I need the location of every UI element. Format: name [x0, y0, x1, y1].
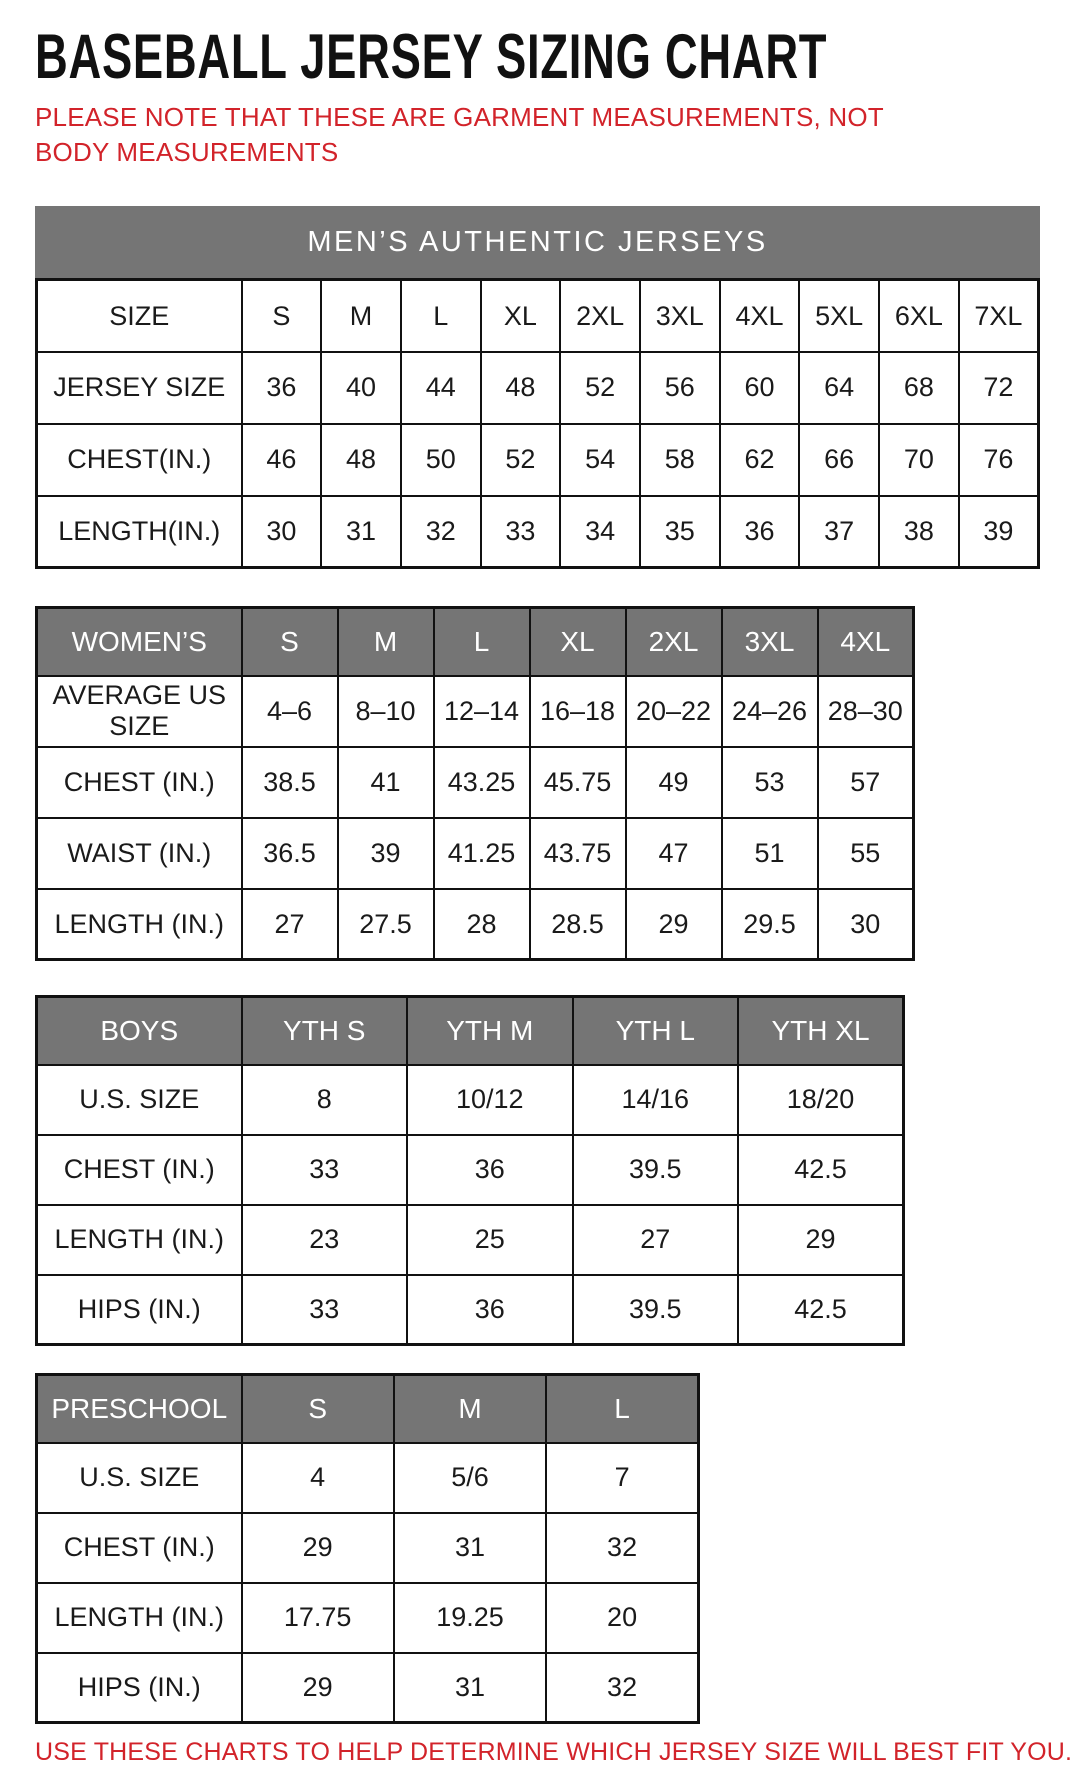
- value-cell: 36.5: [242, 818, 338, 889]
- value-cell: 33: [242, 1135, 408, 1205]
- value-cell: 14/16: [573, 1065, 739, 1135]
- value-cell: 39: [338, 818, 434, 889]
- table-row: [37, 1583, 699, 1653]
- value-cell: 48: [481, 352, 561, 424]
- value-cell: 43.75: [530, 818, 626, 889]
- row-label-cell: JERSEY SIZE: [37, 352, 242, 424]
- value-cell: 3XL: [640, 280, 720, 352]
- value-cell: 52: [560, 352, 640, 424]
- value-cell: 51: [722, 818, 818, 889]
- value-cell: 18/20: [738, 1065, 904, 1135]
- value-cell: M: [321, 280, 401, 352]
- value-cell: 10/12: [407, 1065, 573, 1135]
- womens-size-table: [35, 606, 915, 961]
- value-cell: XL: [481, 280, 561, 352]
- table-row: [37, 424, 1039, 496]
- value-cell: 20: [546, 1583, 698, 1653]
- table-row: [37, 1065, 904, 1135]
- value-cell: 4: [242, 1443, 394, 1513]
- value-cell: 29: [242, 1513, 394, 1583]
- header-cell: 4XL: [818, 608, 914, 676]
- value-cell: 29: [738, 1205, 904, 1275]
- value-cell: 30: [242, 496, 322, 568]
- value-cell: 48: [321, 424, 401, 496]
- value-cell: 29: [242, 1653, 394, 1723]
- header-row: [37, 1375, 699, 1443]
- value-cell: 53: [722, 747, 818, 818]
- value-cell: 45.75: [530, 747, 626, 818]
- header-cell: 2XL: [626, 608, 722, 676]
- value-cell: 4–6: [242, 676, 338, 747]
- value-cell: 28.5: [530, 889, 626, 960]
- value-cell: 68: [879, 352, 959, 424]
- header-row: [37, 997, 904, 1065]
- value-cell: 25: [407, 1205, 573, 1275]
- header-cell: YTH XL: [738, 997, 904, 1065]
- value-cell: 7: [546, 1443, 698, 1513]
- value-cell: 28: [434, 889, 530, 960]
- value-cell: 66: [799, 424, 879, 496]
- table-row: [37, 352, 1039, 424]
- value-cell: 70: [879, 424, 959, 496]
- mens-size-table: [35, 278, 1040, 569]
- header-cell: 3XL: [722, 608, 818, 676]
- table-row: [37, 747, 914, 818]
- value-cell: 8–10: [338, 676, 434, 747]
- row-label-cell: CHEST (IN.): [37, 747, 242, 818]
- value-cell: 31: [394, 1513, 546, 1583]
- header-cell: BOYS: [37, 997, 242, 1065]
- value-cell: 35: [640, 496, 720, 568]
- value-cell: L: [401, 280, 481, 352]
- page-title: BASEBALL JERSEY SIZING CHART: [35, 22, 828, 92]
- fit-advice-footer: USE THESE CHARTS TO HELP DETERMINE WHICH JERSEY SIZE WILL BEST FIT YOU.: [35, 1738, 1073, 1767]
- header-cell: YTH M: [407, 997, 573, 1065]
- value-cell: 49: [626, 747, 722, 818]
- row-label-cell: HIPS (IN.): [37, 1275, 242, 1345]
- table-row: [37, 280, 1039, 352]
- value-cell: 46: [242, 424, 322, 496]
- value-cell: 44: [401, 352, 481, 424]
- table-row: [37, 496, 1039, 568]
- value-cell: 36: [242, 352, 322, 424]
- value-cell: 17.75: [242, 1583, 394, 1653]
- value-cell: 30: [818, 889, 914, 960]
- header-cell: L: [546, 1375, 698, 1443]
- header-cell: PRESCHOOL: [37, 1375, 242, 1443]
- row-label-cell: CHEST (IN.): [37, 1513, 242, 1583]
- header-cell: YTH L: [573, 997, 739, 1065]
- header-cell: S: [242, 1375, 394, 1443]
- value-cell: 36: [407, 1135, 573, 1205]
- value-cell: 55: [818, 818, 914, 889]
- value-cell: 38.5: [242, 747, 338, 818]
- value-cell: 42.5: [738, 1275, 904, 1345]
- value-cell: 28–30: [818, 676, 914, 747]
- value-cell: 19.25: [394, 1583, 546, 1653]
- table-row: [37, 1443, 699, 1513]
- garment-measurement-note: PLEASE NOTE THAT THESE ARE GARMENT MEASUREMENTS, NOT BODY MEASUREMENTS: [35, 102, 884, 168]
- row-label-cell: CHEST (IN.): [37, 1135, 242, 1205]
- mens-section: [35, 206, 1077, 569]
- value-cell: 33: [242, 1275, 408, 1345]
- mens-banner: MEN’S AUTHENTIC JERSEYS: [35, 206, 1040, 278]
- value-cell: 41.25: [434, 818, 530, 889]
- boys-size-table: [35, 995, 905, 1346]
- value-cell: 39.5: [573, 1275, 739, 1345]
- value-cell: 37: [799, 496, 879, 568]
- header-row: [37, 608, 914, 676]
- header-cell: M: [394, 1375, 546, 1443]
- table-row: [37, 1513, 699, 1583]
- value-cell: 20–22: [626, 676, 722, 747]
- value-cell: 36: [407, 1275, 573, 1345]
- value-cell: 39: [959, 496, 1039, 568]
- row-label-cell: LENGTH (IN.): [37, 1583, 242, 1653]
- header-cell: YTH S: [242, 997, 408, 1065]
- value-cell: 42.5: [738, 1135, 904, 1205]
- table-row: [37, 889, 914, 960]
- header-cell: XL: [530, 608, 626, 676]
- table-row: [37, 1205, 904, 1275]
- value-cell: 8: [242, 1065, 408, 1135]
- value-cell: 4XL: [720, 280, 800, 352]
- value-cell: 52: [481, 424, 561, 496]
- value-cell: 5XL: [799, 280, 879, 352]
- header-cell: S: [242, 608, 338, 676]
- value-cell: 7XL: [959, 280, 1039, 352]
- table-row: [37, 1653, 699, 1723]
- value-cell: 32: [546, 1653, 698, 1723]
- row-label-cell: CHEST(IN.): [37, 424, 242, 496]
- value-cell: 47: [626, 818, 722, 889]
- header-cell: WOMEN’S: [37, 608, 242, 676]
- value-cell: 6XL: [879, 280, 959, 352]
- value-cell: 40: [321, 352, 401, 424]
- value-cell: 31: [321, 496, 401, 568]
- value-cell: 72: [959, 352, 1039, 424]
- value-cell: 27: [573, 1205, 739, 1275]
- value-cell: 76: [959, 424, 1039, 496]
- value-cell: 32: [401, 496, 481, 568]
- value-cell: 27.5: [338, 889, 434, 960]
- value-cell: 41: [338, 747, 434, 818]
- value-cell: 23: [242, 1205, 408, 1275]
- row-label-cell: AVERAGE US SIZE: [37, 676, 242, 747]
- value-cell: 29.5: [722, 889, 818, 960]
- value-cell: 50: [401, 424, 481, 496]
- value-cell: 39.5: [573, 1135, 739, 1205]
- row-label-cell: HIPS (IN.): [37, 1653, 242, 1723]
- preschool-size-table: [35, 1373, 700, 1724]
- table-row: [37, 1275, 904, 1345]
- value-cell: 64: [799, 352, 879, 424]
- value-cell: 12–14: [434, 676, 530, 747]
- table-row: [37, 1135, 904, 1205]
- value-cell: 56: [640, 352, 720, 424]
- value-cell: S: [242, 280, 322, 352]
- row-label-cell: WAIST (IN.): [37, 818, 242, 889]
- row-label-cell: LENGTH (IN.): [37, 889, 242, 960]
- value-cell: 31: [394, 1653, 546, 1723]
- value-cell: 29: [626, 889, 722, 960]
- row-label-cell: U.S. SIZE: [37, 1443, 242, 1513]
- value-cell: 57: [818, 747, 914, 818]
- value-cell: 58: [640, 424, 720, 496]
- row-label-cell: LENGTH(IN.): [37, 496, 242, 568]
- value-cell: 54: [560, 424, 640, 496]
- value-cell: 60: [720, 352, 800, 424]
- value-cell: 34: [560, 496, 640, 568]
- row-label-cell: LENGTH (IN.): [37, 1205, 242, 1275]
- value-cell: 43.25: [434, 747, 530, 818]
- value-cell: 16–18: [530, 676, 626, 747]
- value-cell: 38: [879, 496, 959, 568]
- value-cell: 62: [720, 424, 800, 496]
- row-label-cell: U.S. SIZE: [37, 1065, 242, 1135]
- value-cell: 32: [546, 1513, 698, 1583]
- header-cell: L: [434, 608, 530, 676]
- value-cell: 27: [242, 889, 338, 960]
- value-cell: 5/6: [394, 1443, 546, 1513]
- table-row: [37, 818, 914, 889]
- header-cell: M: [338, 608, 434, 676]
- value-cell: 24–26: [722, 676, 818, 747]
- value-cell: 33: [481, 496, 561, 568]
- table-row: [37, 676, 914, 747]
- value-cell: 2XL: [560, 280, 640, 352]
- value-cell: 36: [720, 496, 800, 568]
- row-label-cell: SIZE: [37, 280, 242, 352]
